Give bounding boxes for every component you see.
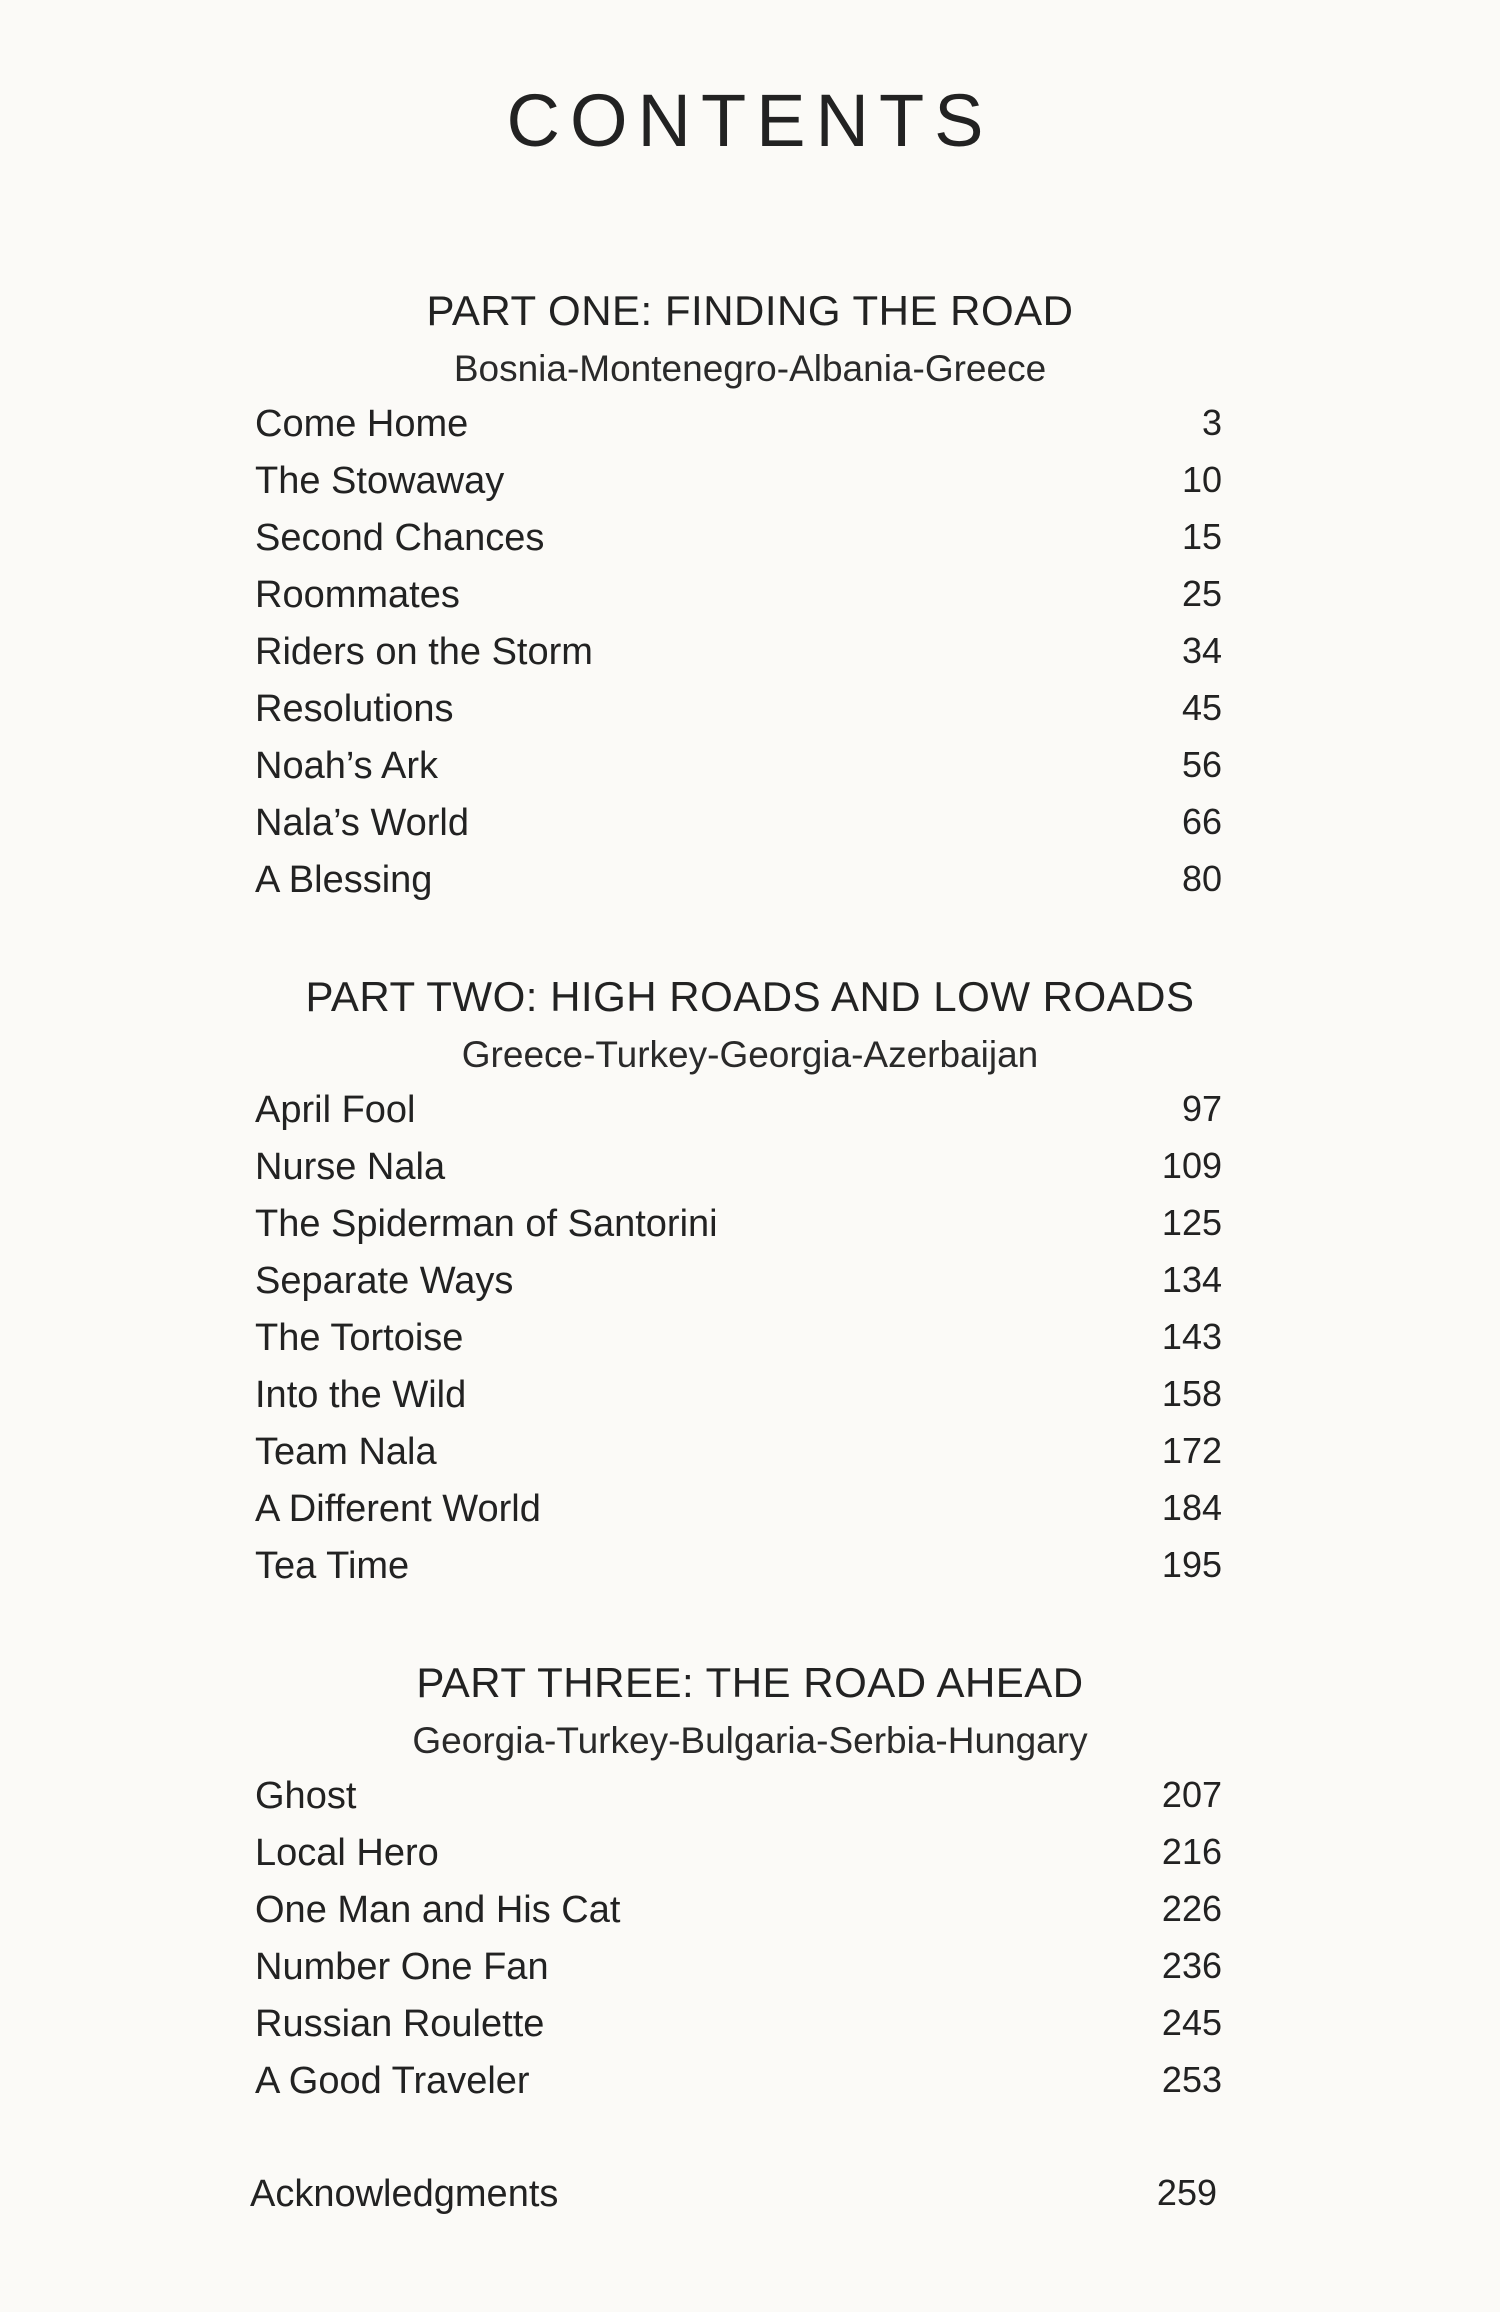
part-title: PART ONE: FINDING THE ROAD (426, 287, 1074, 334)
toc-entry-page: 25 (1181, 573, 1222, 614)
toc-entry[interactable] (0, 2059, 1500, 2119)
toc-entry-page: 245 (1161, 2002, 1222, 2043)
toc-entry-page: 3 (1201, 402, 1222, 443)
toc-entry-label: Nala’s World (255, 802, 470, 844)
acknowledgments-page: 259 (1156, 2172, 1217, 2213)
toc-entry-label: The Stowaway (255, 460, 505, 502)
toc-entry-label: Tea Time (255, 1545, 410, 1587)
toc-entry-label: Roommates (255, 574, 460, 616)
part-title: PART THREE: THE ROAD AHEAD (416, 1659, 1084, 1706)
toc-list (0, 402, 1500, 918)
toc-entry[interactable] (0, 402, 1500, 462)
toc-entry[interactable] (0, 516, 1500, 576)
toc-entry-label: Nurse Nala (255, 1146, 446, 1188)
toc-entry[interactable] (0, 1888, 1500, 1948)
part-two-section (0, 973, 1500, 1604)
toc-entry[interactable] (0, 1259, 1500, 1319)
toc-entry-page: 66 (1181, 801, 1222, 842)
acknowledgments-entry[interactable] (0, 2172, 1500, 2232)
toc-entry-page: 56 (1181, 744, 1222, 785)
toc-entry[interactable] (0, 2002, 1500, 2062)
toc-entry-page: 216 (1161, 1831, 1222, 1872)
part-subtitle: Georgia-Turkey-Bulgaria-Serbia-Hungary (412, 1720, 1088, 1761)
toc-entry[interactable] (0, 1145, 1500, 1205)
toc-entry-label: The Spiderman of Santorini (255, 1203, 718, 1245)
toc-entry-label: Number One Fan (255, 1946, 549, 1988)
toc-entry-label: Team Nala (255, 1431, 437, 1473)
toc-entry-label: Come Home (255, 403, 469, 445)
toc-entry-page: 172 (1161, 1430, 1222, 1471)
toc-entry-page: 34 (1181, 630, 1222, 671)
toc-entry[interactable] (0, 1373, 1500, 1433)
toc-entry[interactable] (0, 858, 1500, 918)
toc-entry[interactable] (0, 1316, 1500, 1376)
toc-entry-label: A Good Traveler (255, 2060, 530, 2102)
toc-entry-page: 158 (1161, 1373, 1222, 1414)
toc-entry-label: Separate Ways (255, 1260, 514, 1302)
toc-entry[interactable] (0, 1430, 1500, 1490)
toc-entry[interactable] (0, 1774, 1500, 1834)
toc-entry-label: A Different World (255, 1488, 541, 1530)
page-title: CONTENTS (506, 79, 994, 162)
toc-entry-page: 253 (1161, 2059, 1222, 2100)
toc-list (0, 1088, 1500, 1604)
toc-entry-label: April Fool (255, 1089, 416, 1131)
part-subtitle: Bosnia-Montenegro-Albania-Greece (453, 348, 1047, 389)
toc-entry-label: The Tortoise (255, 1317, 464, 1359)
toc-entry-label: Second Chances (255, 517, 545, 559)
toc-entry[interactable] (0, 573, 1500, 633)
toc-entry-page: 134 (1161, 1259, 1222, 1300)
toc-entry-page: 97 (1181, 1088, 1222, 1129)
toc-entry-label: Noah’s Ark (255, 745, 439, 787)
toc-entry-page: 236 (1161, 1945, 1222, 1986)
part-three-section (0, 1659, 1500, 2119)
toc-entry-label: Resolutions (255, 688, 454, 730)
acknowledgments-label: Acknowledgments (250, 2173, 559, 2215)
part-title: PART TWO: HIGH ROADS AND LOW ROADS (305, 973, 1195, 1020)
toc-entry[interactable] (0, 1202, 1500, 1262)
toc-entry-page: 184 (1161, 1487, 1222, 1528)
toc-entry-label: Local Hero (255, 1832, 439, 1874)
toc-entry-label: Ghost (255, 1775, 357, 1817)
toc-entry[interactable] (0, 1487, 1500, 1547)
toc-entry-label: Into the Wild (255, 1374, 467, 1416)
toc-entry[interactable] (0, 801, 1500, 861)
part-one-section (0, 287, 1500, 918)
toc-entry-page: 207 (1161, 1774, 1222, 1815)
toc-entry-page: 143 (1161, 1316, 1222, 1357)
toc-entry-page: 10 (1181, 459, 1222, 500)
toc-entry[interactable] (0, 744, 1500, 804)
toc-entry-label: Riders on the Storm (255, 631, 593, 673)
toc-list (0, 1774, 1500, 2119)
toc-entry-label: One Man and His Cat (255, 1889, 621, 1931)
toc-entry[interactable] (0, 687, 1500, 747)
toc-entry[interactable] (0, 1544, 1500, 1604)
toc-entry-page: 45 (1181, 687, 1222, 728)
toc-entry-page: 125 (1161, 1202, 1222, 1243)
toc-entry-page: 80 (1181, 858, 1222, 899)
toc-entry-page: 226 (1161, 1888, 1222, 1929)
part-subtitle: Greece-Turkey-Georgia-Azerbaijan (461, 1034, 1039, 1075)
toc-entry[interactable] (0, 1945, 1500, 2005)
toc-entry-page: 195 (1161, 1544, 1222, 1585)
toc-entry-page: 15 (1181, 516, 1222, 557)
toc-entry[interactable] (0, 459, 1500, 519)
toc-entry[interactable] (0, 1088, 1500, 1148)
toc-entry-label: Russian Roulette (255, 2003, 545, 2045)
toc-entry[interactable] (0, 1831, 1500, 1891)
toc-entry-label: A Blessing (255, 859, 433, 901)
toc-entry[interactable] (0, 630, 1500, 690)
toc-entry-page: 109 (1161, 1145, 1222, 1186)
